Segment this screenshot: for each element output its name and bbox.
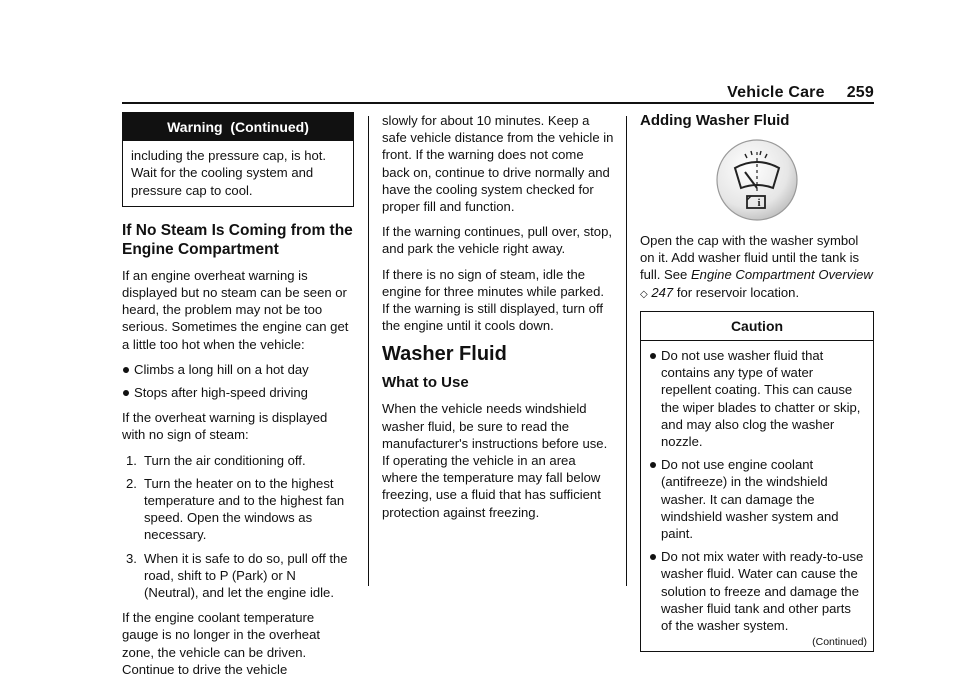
list-item: Climbs a long hill on a hot day <box>122 361 354 378</box>
caution-box <box>640 311 874 652</box>
bullet-icon <box>650 554 656 560</box>
instructions-paragraph: Open the cap with the washer symbol on it. Add washer fluid until the tank is full. See Engine Compartment Overview ◇ 247 for reservoir location. <box>640 233 873 300</box>
list-item: Do not use washer fluid that contains any type of water repellent coating. This can cause the wiper blades to chatter or skip, and may also clog the washer nozzle. <box>649 347 865 450</box>
paragraph: If the warning continues, pull over, stop, and park the vehicle right away. <box>382 224 613 257</box>
steps-list <box>122 452 354 602</box>
column-divider-1 <box>368 116 369 586</box>
bullet-icon <box>650 353 656 359</box>
heading-no-steam: If No Steam Is Coming from the Engine Compartment <box>122 221 353 258</box>
list-item: Stops after high-speed driving <box>122 384 354 401</box>
paragraph: If there is no sign of steam, idle the engine for three minutes while parked. If the warning is still displayed, turn off the engine until it cools down. <box>382 266 604 334</box>
page-header <box>727 84 874 102</box>
step-item: 1. Turn the air conditioning off. <box>126 452 306 468</box>
step-item: 2. Turn the heater on to the highest temperature and to the highest fan speed. Open the windows as necessary. <box>126 475 345 543</box>
subheading-what-to-use: What to Use <box>382 374 469 392</box>
section-title: Vehicle Care <box>727 84 825 101</box>
bullet-icon <box>123 390 129 396</box>
reference-arrow-icon: ◇ <box>640 288 648 300</box>
cross-reference-link[interactable]: Engine Compartment Overview <box>690 267 873 283</box>
section-heading-washer-fluid: Washer Fluid <box>382 343 507 366</box>
list-item: Do not mix water with ready-to-use washer fluid. Water can cause the solution to freeze and damage the washer fluid tank and other parts of the washer system. <box>649 548 865 634</box>
bullet-icon <box>650 462 656 468</box>
steps-intro: If the overheat warning is displayed with no sign of steam: <box>122 410 328 443</box>
intro-paragraph: If an engine overheat warning is displayed but no steam can be seen or heard, the problem may not be too serious. Sometimes the engine can get a little too hot when the vehicle: <box>122 267 349 352</box>
heading-adding-washer-fluid: Adding Washer Fluid <box>640 112 790 129</box>
warning-text: including the pressure cap, is hot. Wait for the cooling system and pressure cap to cool. <box>131 148 327 198</box>
continued-paragraph: slowly for about 10 minutes. Keep a safe vehicle distance from the vehicle in front. If the warning does not come back on, continue to drive normally and have the cooling system checked for proper fill and function. <box>382 113 614 215</box>
column-1 <box>122 112 354 686</box>
column-2 <box>382 112 614 529</box>
list-item: Do not use engine coolant (antifreeze) in the windshield washer. It can damage the windshield washer system and paint. <box>649 456 865 542</box>
caution-list <box>641 341 873 634</box>
washer-fluid-cap-icon <box>715 138 799 222</box>
header-rule <box>122 102 874 104</box>
paragraph: When the vehicle needs windshield washer fluid, be sure to read the manufacturer's instructions before use. If operating the vehicle in an area where the temperature may fall below freezing, use a fluid that has sufficient protection against freezing. <box>382 401 608 520</box>
svg-text:i: i <box>757 197 761 209</box>
page-number: 259 <box>846 84 874 101</box>
closing-paragraph: If the engine coolant temperature gauge is no longer in the overheat zone, the vehicle can be driven. Continue to drive the vehicle <box>122 610 321 677</box>
warning-title: Warning (Continued) <box>123 113 353 141</box>
warning-box <box>122 112 354 207</box>
reference-page[interactable]: 247 <box>651 284 674 300</box>
washer-icon-container <box>640 138 874 222</box>
continued-label: (Continued) <box>812 636 867 649</box>
conditions-list <box>122 361 354 401</box>
caution-title: Caution <box>641 312 873 341</box>
step-item: 3. When it is safe to do so, pull off the road, shift to P (Park) or N (Neutral), and let the engine idle. <box>126 550 348 601</box>
column-divider-2 <box>626 116 627 586</box>
column-3 <box>640 112 874 652</box>
bullet-icon <box>123 367 129 373</box>
